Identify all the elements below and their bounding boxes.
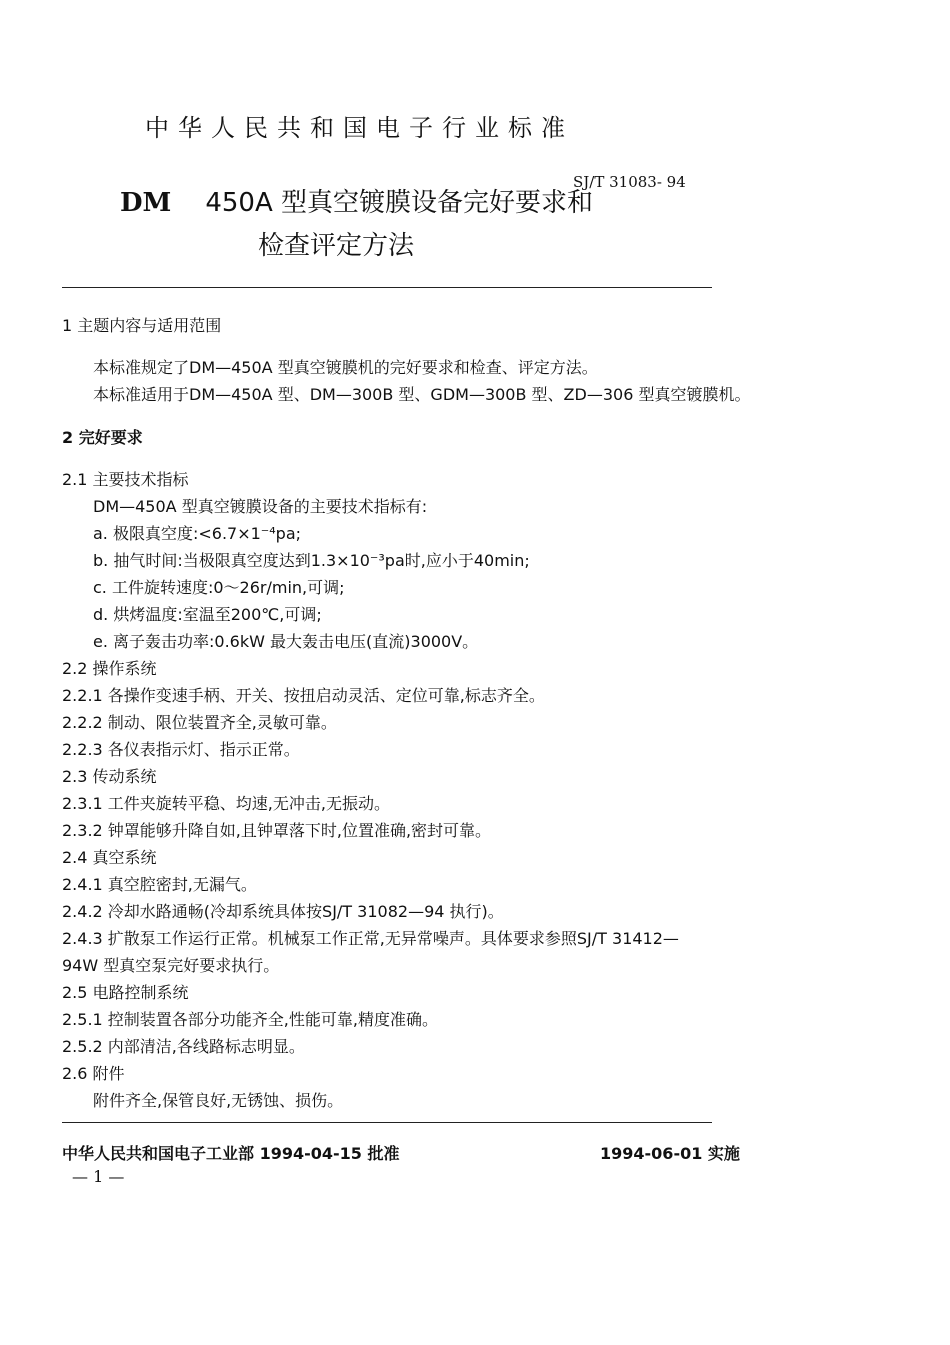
body-line: 2.1 主要技术指标 [62, 470, 189, 489]
implementation-date: 1994-06-01 实施 [600, 1144, 740, 1163]
body-line: 2.4 真空系统 [62, 848, 157, 867]
body-line: DM—450A 型真空镀膜设备的主要技术指标有: [93, 497, 428, 516]
body-line: 2.6 附件 [62, 1064, 125, 1083]
body-line: 本标准规定了DM—450A 型真空镀膜机的完好要求和检查、评定方法。 [93, 358, 598, 377]
title-prefix: DM [120, 188, 172, 218]
document-title-line2: 检查评定方法 [258, 231, 415, 261]
body-line: e. 离子轰击功率:0.6kW 最大轰击电压(直流)3000V。 [93, 632, 479, 651]
body-line: 2.2.1 各操作变速手柄、开关、按扭启动灵活、定位可靠,标志齐全。 [62, 686, 545, 705]
body-line: 94W 型真空泵完好要求执行。 [62, 956, 280, 975]
body-line: 1 主题内容与适用范围 [62, 316, 222, 335]
body-line: 2 完好要求 [62, 428, 143, 447]
body-line: a. 极限真空度:<6.7×1⁻⁴pa; [93, 524, 302, 543]
body-line: d. 烘烤温度:室温至200℃,可调; [93, 605, 322, 624]
body-line: 2.3 传动系统 [62, 767, 157, 786]
approval-note: 中华人民共和国电子工业部 1994-04-15 批准 [62, 1144, 400, 1163]
body-line: 2.5.1 控制装置各部分功能齐全,性能可靠,精度准确。 [62, 1010, 438, 1029]
body-line: 2.4.1 真空腔密封,无漏气。 [62, 875, 257, 894]
body-line: 2.5 电路控制系统 [62, 983, 189, 1002]
page-number: — 1 — [72, 1167, 125, 1186]
body-line: 2.2.2 制动、限位装置齐全,灵敏可靠。 [62, 713, 337, 732]
body-line: 2.5.2 内部清洁,各线路标志明显。 [62, 1037, 305, 1056]
top-rule [62, 287, 712, 288]
body-line: 2.2.3 各仪表指示灯、指示正常。 [62, 740, 300, 759]
body-line: b. 抽气时间:当极限真空度达到1.3×10⁻³pa时,应小于40min; [93, 551, 530, 570]
org-title: 中华人民共和国电子行业标准 [145, 114, 574, 142]
body-line: 2.2 操作系统 [62, 659, 157, 678]
body-line: 2.4.2 冷却水路通畅(冷却系统具体按SJ/T 31082—94 执行)。 [62, 902, 504, 921]
title-text-line1: 450A 型真空镀膜设备完好要求和 [205, 188, 594, 218]
body-line: 附件齐全,保管良好,无锈蚀、损伤。 [93, 1091, 344, 1110]
body-line: 2.3.1 工件夹旋转平稳、均速,无冲击,无振动。 [62, 794, 390, 813]
body-line: 2.3.2 钟罩能够升降自如,且钟罩落下时,位置准确,密封可靠。 [62, 821, 492, 840]
body-line: 本标准适用于DM—450A 型、DM—300B 型、GDM—300B 型、ZD—306 型真空镀膜机。 [93, 385, 751, 404]
bottom-rule [62, 1122, 712, 1123]
standard-number: SJ/T 31083- 94 [573, 173, 686, 191]
document-title-line1 [120, 182, 593, 219]
body-line: 2.4.3 扩散泵工作运行正常。机械泵工作正常,无异常噪声。具体要求参照SJ/T 31412— [62, 929, 679, 948]
body-line: c. 工件旋转速度:0～26r/min,可调; [93, 578, 345, 597]
